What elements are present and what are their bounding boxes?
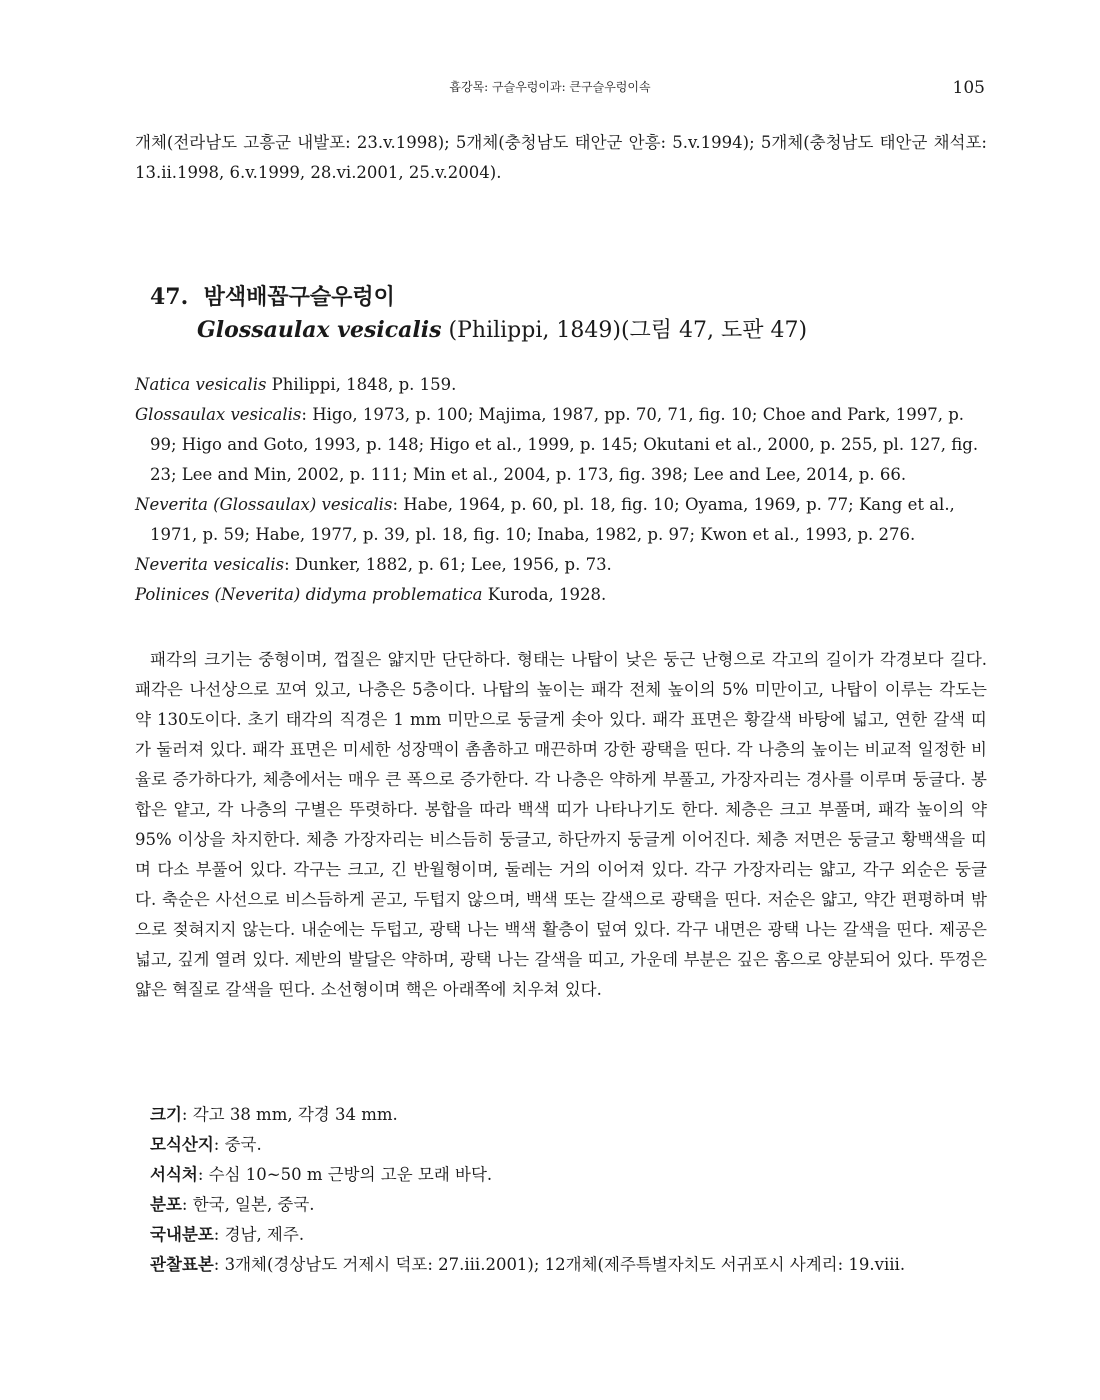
species-number: 47. <box>150 284 189 310</box>
fact-value: : 3개체(경상남도 거제시 덕포: 27.iii.2001); 12개체(제주특별자치도 서귀포시 사계리: 19.viii. <box>213 1255 906 1274</box>
synonym-entry <box>135 370 990 400</box>
synonym-name: Natica vesicalis <box>135 375 267 394</box>
running-header: 흡강목: 구슬우렁이과: 큰구슬우렁이속 <box>449 80 651 94</box>
synonym-entry <box>135 550 990 580</box>
fact-label: 크기 <box>150 1105 182 1124</box>
species-authority: (Philippi, 1849) <box>448 318 621 343</box>
synonym-entry <box>135 580 990 610</box>
synonym-name: Neverita (Glossaulax) vesicalis <box>135 495 393 514</box>
synonym-refs: : Higo, 1973, p. 100; Majima, 1987, pp. 70, 71, fig. 10; Choe and Park, 1997, p. 99; Higo and Goto, 1993, p. 148; Higo et al., 1999, p. 145; Okutani et al., 2000, p. 255, pl. 127, fig. 23; Lee and Min, 2002, p. 111; Min et al., 2004, p. 173, fig. 398; Lee and Lee, 2014, p. 66. <box>150 405 979 484</box>
synonym-entry <box>135 490 990 550</box>
fact-size <box>150 1100 995 1130</box>
synonymy-list <box>135 370 990 610</box>
synonym-name: Polinices (Neverita) didyma problematica <box>135 585 483 604</box>
fact-label: 국내분포 <box>150 1225 214 1244</box>
page-number: 105 <box>952 78 985 98</box>
fact-type-locality <box>150 1130 995 1160</box>
synonym-name: Neverita vesicalis <box>135 555 285 574</box>
fact-domestic-distribution <box>150 1220 995 1250</box>
fact-label: 모식산지 <box>150 1135 214 1154</box>
fact-value: : 수심 10~50 m 근방의 고운 모래 바닥. <box>197 1165 493 1184</box>
fact-habitat <box>150 1160 995 1190</box>
fact-label: 분포 <box>150 1195 182 1214</box>
synonym-refs: Kuroda, 1928. <box>482 585 607 604</box>
fact-value: : 경남, 제주. <box>213 1225 305 1244</box>
synonym-refs: Philippi, 1848, p. 159. <box>266 375 457 394</box>
species-scientific-line <box>197 313 807 344</box>
fact-distribution <box>150 1190 995 1220</box>
synonym-entry <box>135 400 990 490</box>
species-heading <box>150 280 395 311</box>
species-figure-ref: (그림 47, 도판 47) <box>620 318 808 343</box>
facts-list <box>150 1100 995 1280</box>
synonym-name: Glossaulax vesicalis <box>135 405 302 424</box>
fact-value: : 한국, 일본, 중국. <box>181 1195 315 1214</box>
fact-value: : 각고 38 mm, 각경 34 mm. <box>181 1105 398 1124</box>
fact-specimens <box>150 1250 995 1280</box>
description-paragraph: 패각의 크기는 중형이며, 껍질은 얇지만 단단하다. 형태는 나탑이 낮은 둥근 난형으로 각고의 길이가 각경보다 길다. 패각은 나선상으로 꼬여 있고, 나층은 5층이다. 나탑의 높이는 패각 전체 높이의 5% 미만이고, 나탑이 이루는 각도는 약 130도이다. 초기 태각의 직경은 1 mm 미만으로 둥글게 솟아 있다. 패각 표면은 황갈색 바탕에 넓고, 연한 갈색 띠가 둘러져 있다. 패각 표면은 미세한 성장맥이 촘촘하고 매끈하며 강한 광택을 띤다. 각 나층의 높이는 비교적 일정한 비율로 증가하다가, 체층에서는 매우 큰 폭으로 증가한다. 각 나층은 약하게 부풀고, 가장자리는 경사를 이루며 둥글다. 봉합은 얕고, 각 나층의 구별은 뚜렷하다. 봉합을 따라 백색 띠가 나타나기도 한다. 체층은 크고 부풀며, 패각 높이의 약 95% 이상을 차지한다. 체층 가장자리는 비스듬히 둥글고, 하단까지 둥글게 이어진다. 체층 저면은 둥글고 황백색을 띠며 다소 부풀어 있다. 각구는 크고, 긴 반월형이며, 둘레는 거의 이어져 있다. 각구 가장자리는 얇고, 각구 외순은 둥글다. 축순은 사선으로 비스듬하게 곧고, 두텁지 않으며, 백색 또는 갈색으로 광택을 띤다. 저순은 얇고, 약간 편평하며 밖으로 젖혀지지 않는다. 내순에는 두텁고, 광택 나는 백색 활층이 덮여 있다. 각구 내면은 광택 나는 갈색을 띤다. 제공은 넓고, 깊게 열려 있다. 제반의 발달은 약하며, 광택 나는 갈색을 띠고, 가운데 부분은 깊은 홈으로 양분되어 있다. 뚜껑은 얇은 혁질로 갈색을 띤다. 소선형이며 핵은 아래쪽에 치우쳐 있다. <box>135 650 987 999</box>
fact-value: : 중국. <box>213 1135 262 1154</box>
species-korean-name: 밤색배꼽구슬우렁이 <box>203 284 395 310</box>
intro-paragraph: 개체(전라남도 고흥군 내발포: 23.v.1998); 5개체(충청남도 태안군 안흥: 5.v.1994); 5개체(충청남도 태안군 채석포: 13.ii.1998, 6.v.1999, 28.vi.2001, 25.v.2004). <box>135 133 987 182</box>
species-scientific-name: Glossaulax vesicalis <box>197 317 442 343</box>
synonym-refs: : Dunker, 1882, p. 61; Lee, 1956, p. 73. <box>284 555 612 574</box>
fact-label: 서식처 <box>150 1165 198 1184</box>
fact-label: 관찰표본 <box>150 1255 214 1274</box>
synonym-refs: : Habe, 1964, p. 60, pl. 18, fig. 10; Oyama, 1969, p. 77; Kang et al., 1971, p. 59; Habe, 1977, p. 39, pl. 18, fig. 10; Inaba, 1982, p. 97; Kwon et al., 1993, p. 276. <box>150 495 955 544</box>
